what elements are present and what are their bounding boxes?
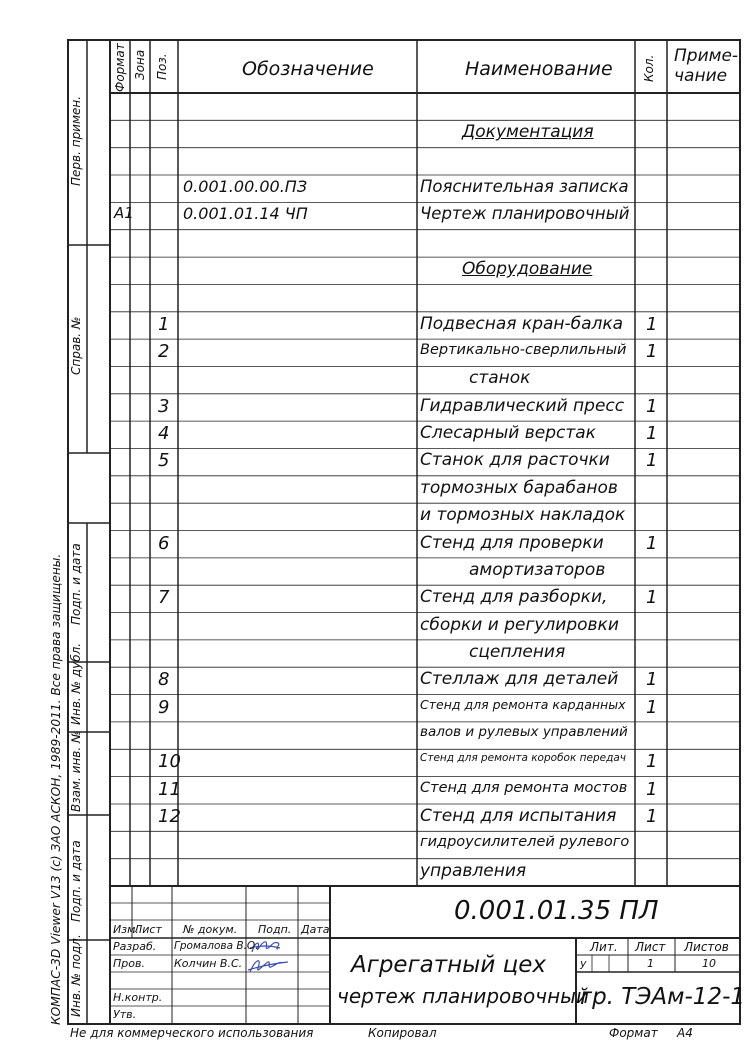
header-note-2: чание — [674, 66, 728, 86]
row-name: сцепления — [469, 641, 566, 662]
row-name: Стенд для проверки — [420, 532, 604, 553]
row-qty: 1 — [646, 696, 658, 718]
header-pos: Поз. — [155, 53, 169, 80]
list-label: Лист — [635, 940, 666, 954]
row-pos: 7 — [158, 587, 170, 609]
prov-name: Колчин В.С. — [174, 957, 243, 970]
row-qty: 1 — [646, 805, 658, 827]
row-name: сборки и регулировки — [420, 614, 619, 635]
listov-value: 10 — [702, 957, 716, 970]
row-name: Чертеж планировочный — [420, 204, 630, 224]
row-name: и тормозных накладок — [420, 505, 626, 526]
label-inv-dubl: Инв. № дубл. — [69, 642, 83, 725]
row-name: Стенд для ремонта коробок передач — [420, 752, 627, 765]
row-qty: 1 — [646, 669, 658, 691]
header-designation: Обозначение — [242, 58, 374, 80]
row-pos: 1 — [158, 313, 170, 335]
row-name: амортизаторов — [469, 559, 606, 580]
row-name: Стеллаж для деталей — [420, 669, 619, 690]
section-heading: Документация — [462, 122, 594, 143]
copyright-text: КОМПАС-3D Viewer V13 (c) ЗАО АСКОН, 1989-2011. Все права защищены. — [49, 553, 63, 1025]
row-pos: 8 — [158, 669, 170, 691]
row-name: Слесарный верстак — [420, 423, 596, 444]
row-qty: 1 — [646, 532, 658, 554]
row-designation: 0.001.01.14 ЧП — [183, 204, 308, 224]
row-pos: 4 — [158, 423, 170, 445]
section-heading: Оборудование — [462, 259, 593, 280]
label-sprav-no: Справ. № — [69, 316, 83, 375]
row-pos: 2 — [158, 341, 170, 363]
footer-format-label: Формат — [609, 1026, 658, 1040]
header-note-1: Приме- — [674, 46, 739, 66]
row-name: тормозных барабанов — [420, 477, 618, 498]
row-qty: 1 — [646, 450, 658, 472]
doc-title-line2: чертеж планировочный — [337, 984, 589, 1008]
footer-copied: Копировал — [368, 1026, 437, 1040]
footer-noncommercial: Не для коммерческого использования — [70, 1026, 314, 1040]
row-qty: 1 — [646, 587, 658, 609]
row-name: станок — [469, 368, 531, 389]
row-name: Стенд для разборки, — [420, 587, 608, 608]
row-pos: 3 — [158, 395, 170, 417]
row-pos: 12 — [158, 805, 181, 827]
row-qty: 1 — [646, 423, 658, 445]
row-name: гидроусилителей рулевого — [420, 834, 630, 851]
doc-title-line1: Агрегатный цех — [351, 952, 547, 978]
prov-label: Пров. — [113, 957, 145, 970]
label-podp-data-2: Подп. и дата — [69, 840, 83, 922]
doc-code: 0.001.01.35 ПЛ — [454, 896, 659, 926]
row-qty: 1 — [646, 341, 658, 363]
row-qty: 1 — [646, 313, 658, 335]
row-name: Стенд для испытания — [420, 805, 617, 826]
listov-label: Листов — [684, 940, 729, 954]
group-code: гр. ТЭАм-12-1 — [580, 984, 745, 1010]
row-pos: 9 — [158, 696, 170, 718]
utv-label: Утв. — [113, 1008, 137, 1021]
row-name: Станок для расточки — [420, 450, 610, 471]
row-designation: 0.001.00.00.ПЗ — [183, 177, 308, 197]
header-name: Наименование — [465, 58, 613, 80]
row-name: Гидравлический пресс — [420, 395, 625, 416]
lit-label: Лит. — [590, 940, 618, 954]
row-name: Подвесная кран-балка — [420, 313, 624, 334]
label-vzam-inv: Взам. инв. № — [69, 730, 83, 812]
col-data: Дата — [301, 923, 330, 936]
signature-prov — [248, 961, 288, 972]
row-qty: 1 — [646, 751, 658, 773]
header-zone: Зона — [133, 49, 147, 80]
row-qty: 1 — [646, 778, 658, 800]
col-podp: Подп. — [258, 923, 292, 936]
header-format: Формат — [113, 43, 127, 92]
row-name: Вертикально-сверлильный — [420, 342, 627, 359]
row-name: Стенд для ремонта карданных — [420, 696, 626, 712]
label-perv-primen: Перв. примен. — [69, 95, 83, 186]
lit-value: у — [580, 957, 587, 970]
row-pos: 6 — [158, 532, 170, 554]
row-name: управления — [420, 860, 527, 881]
row-pos: 5 — [158, 450, 170, 472]
label-inv-podl: Инв. № подл. — [69, 934, 83, 1017]
row-qty: 1 — [646, 395, 658, 417]
footer-format-value: А4 — [677, 1026, 693, 1040]
row-name: Пояснительная записка — [420, 177, 629, 197]
header-qty: Кол. — [642, 54, 656, 82]
row-name: валов и рулевых управлений — [420, 723, 628, 740]
col-docum: № докум. — [183, 923, 238, 936]
nkontr-label: Н.контр. — [113, 991, 163, 1004]
row-name: Стенд для ремонта мостов — [420, 779, 628, 796]
frame-border — [68, 40, 740, 1024]
razrab-label: Разраб. — [113, 940, 157, 953]
list-value: 1 — [647, 957, 654, 970]
row-pos: 10 — [158, 751, 181, 773]
col-izm: Изм. — [113, 923, 139, 936]
row-pos: 11 — [158, 778, 181, 800]
label-podp-data-1: Подп. и дата — [69, 543, 83, 625]
row-format: А1 — [114, 204, 134, 223]
razrab-name: Громалова В.О. — [174, 940, 259, 952]
col-list: Лист — [134, 923, 162, 936]
